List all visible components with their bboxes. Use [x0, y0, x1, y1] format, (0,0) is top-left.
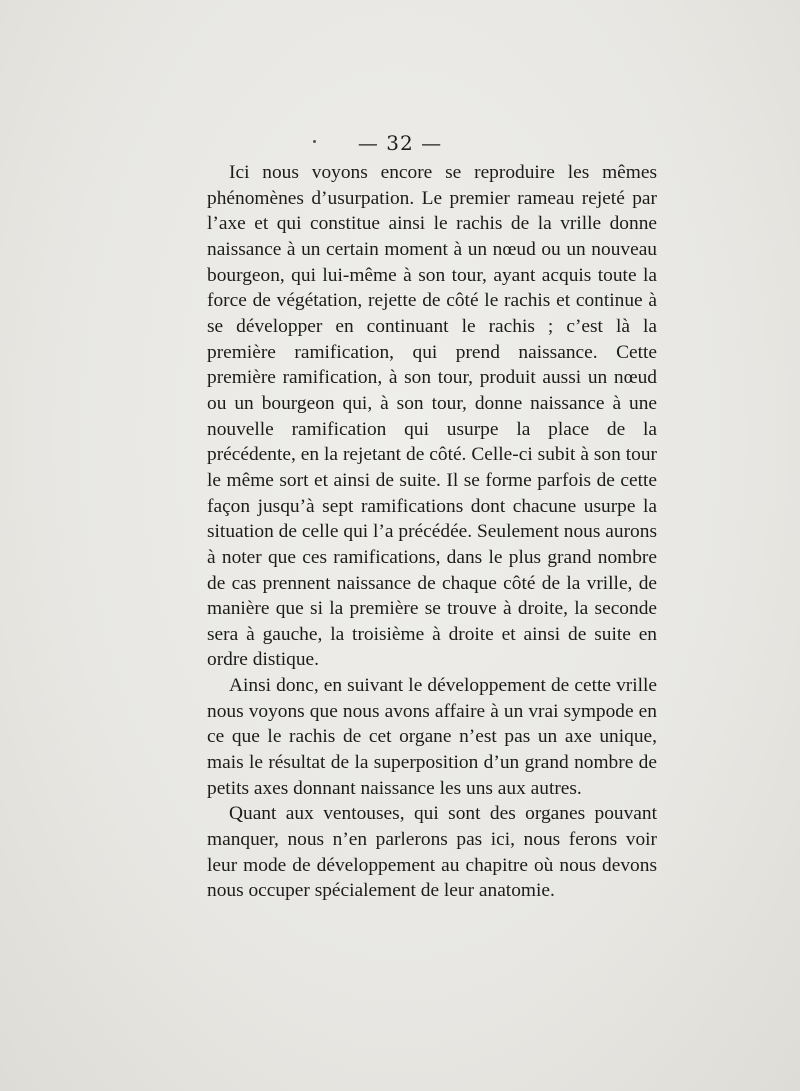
paragraph-3: Quant aux ventouses, qui sont des organes pouvant manquer, nous n’en parlerons pas ici, nous ferons voir leur mode de développement au chapitre où nous devons nous occuper spécialement de leur anatomie. — [207, 803, 657, 902]
paragraph-2: Ainsi donc, en suivant le développement de cette vrille nous voyons que nous avons affaire à un vrai sympode en ce que le rachis de cet organe n’est pas un axe unique, mais le résultat de la superposition d’un grand nombre de petits axes donnant naissance les uns aux autres. — [207, 675, 657, 799]
paragraph-1: Ici nous voyons encore se reproduire les mêmes phénomènes d’usurpation. Le premier rameau rejeté par l’axe et qui constitue ainsi le rachis de la vrille donne naissance à un certain moment à un nœud ou un nouveau bourgeon, qui lui-même à son tour, ayant acquis toute la force de végétation, rejette de côté le rachis et continue à se développer en continuant le rachis ; c’est là la première ramification, qui prend naissance. Cette première ramification, à son tour, produit aussi un nœud ou un bourgeon qui, à son tour, donne naissance à une nouvelle ramification qui usurpe la place de la précédente, en la rejetant de côté. Celle-ci subit à son tour le même sort et ainsi de suite. Il se forme parfois de cette façon jusqu’à sept ramifications dont chacune usurpe la situation de celle qui l’a précédée. Seulement nous aurons à noter que ces ramifications, dans le plus grand nombre de cas prennent naissance de chaque côté de la vrille, de manière que si la première se trouve à droite, la seconde sera à gauche, la troisième à droite et ainsi de suite en ordre distique. — [207, 162, 657, 671]
page-number: — 32 — — [357, 131, 443, 155]
body-text — [207, 160, 657, 904]
